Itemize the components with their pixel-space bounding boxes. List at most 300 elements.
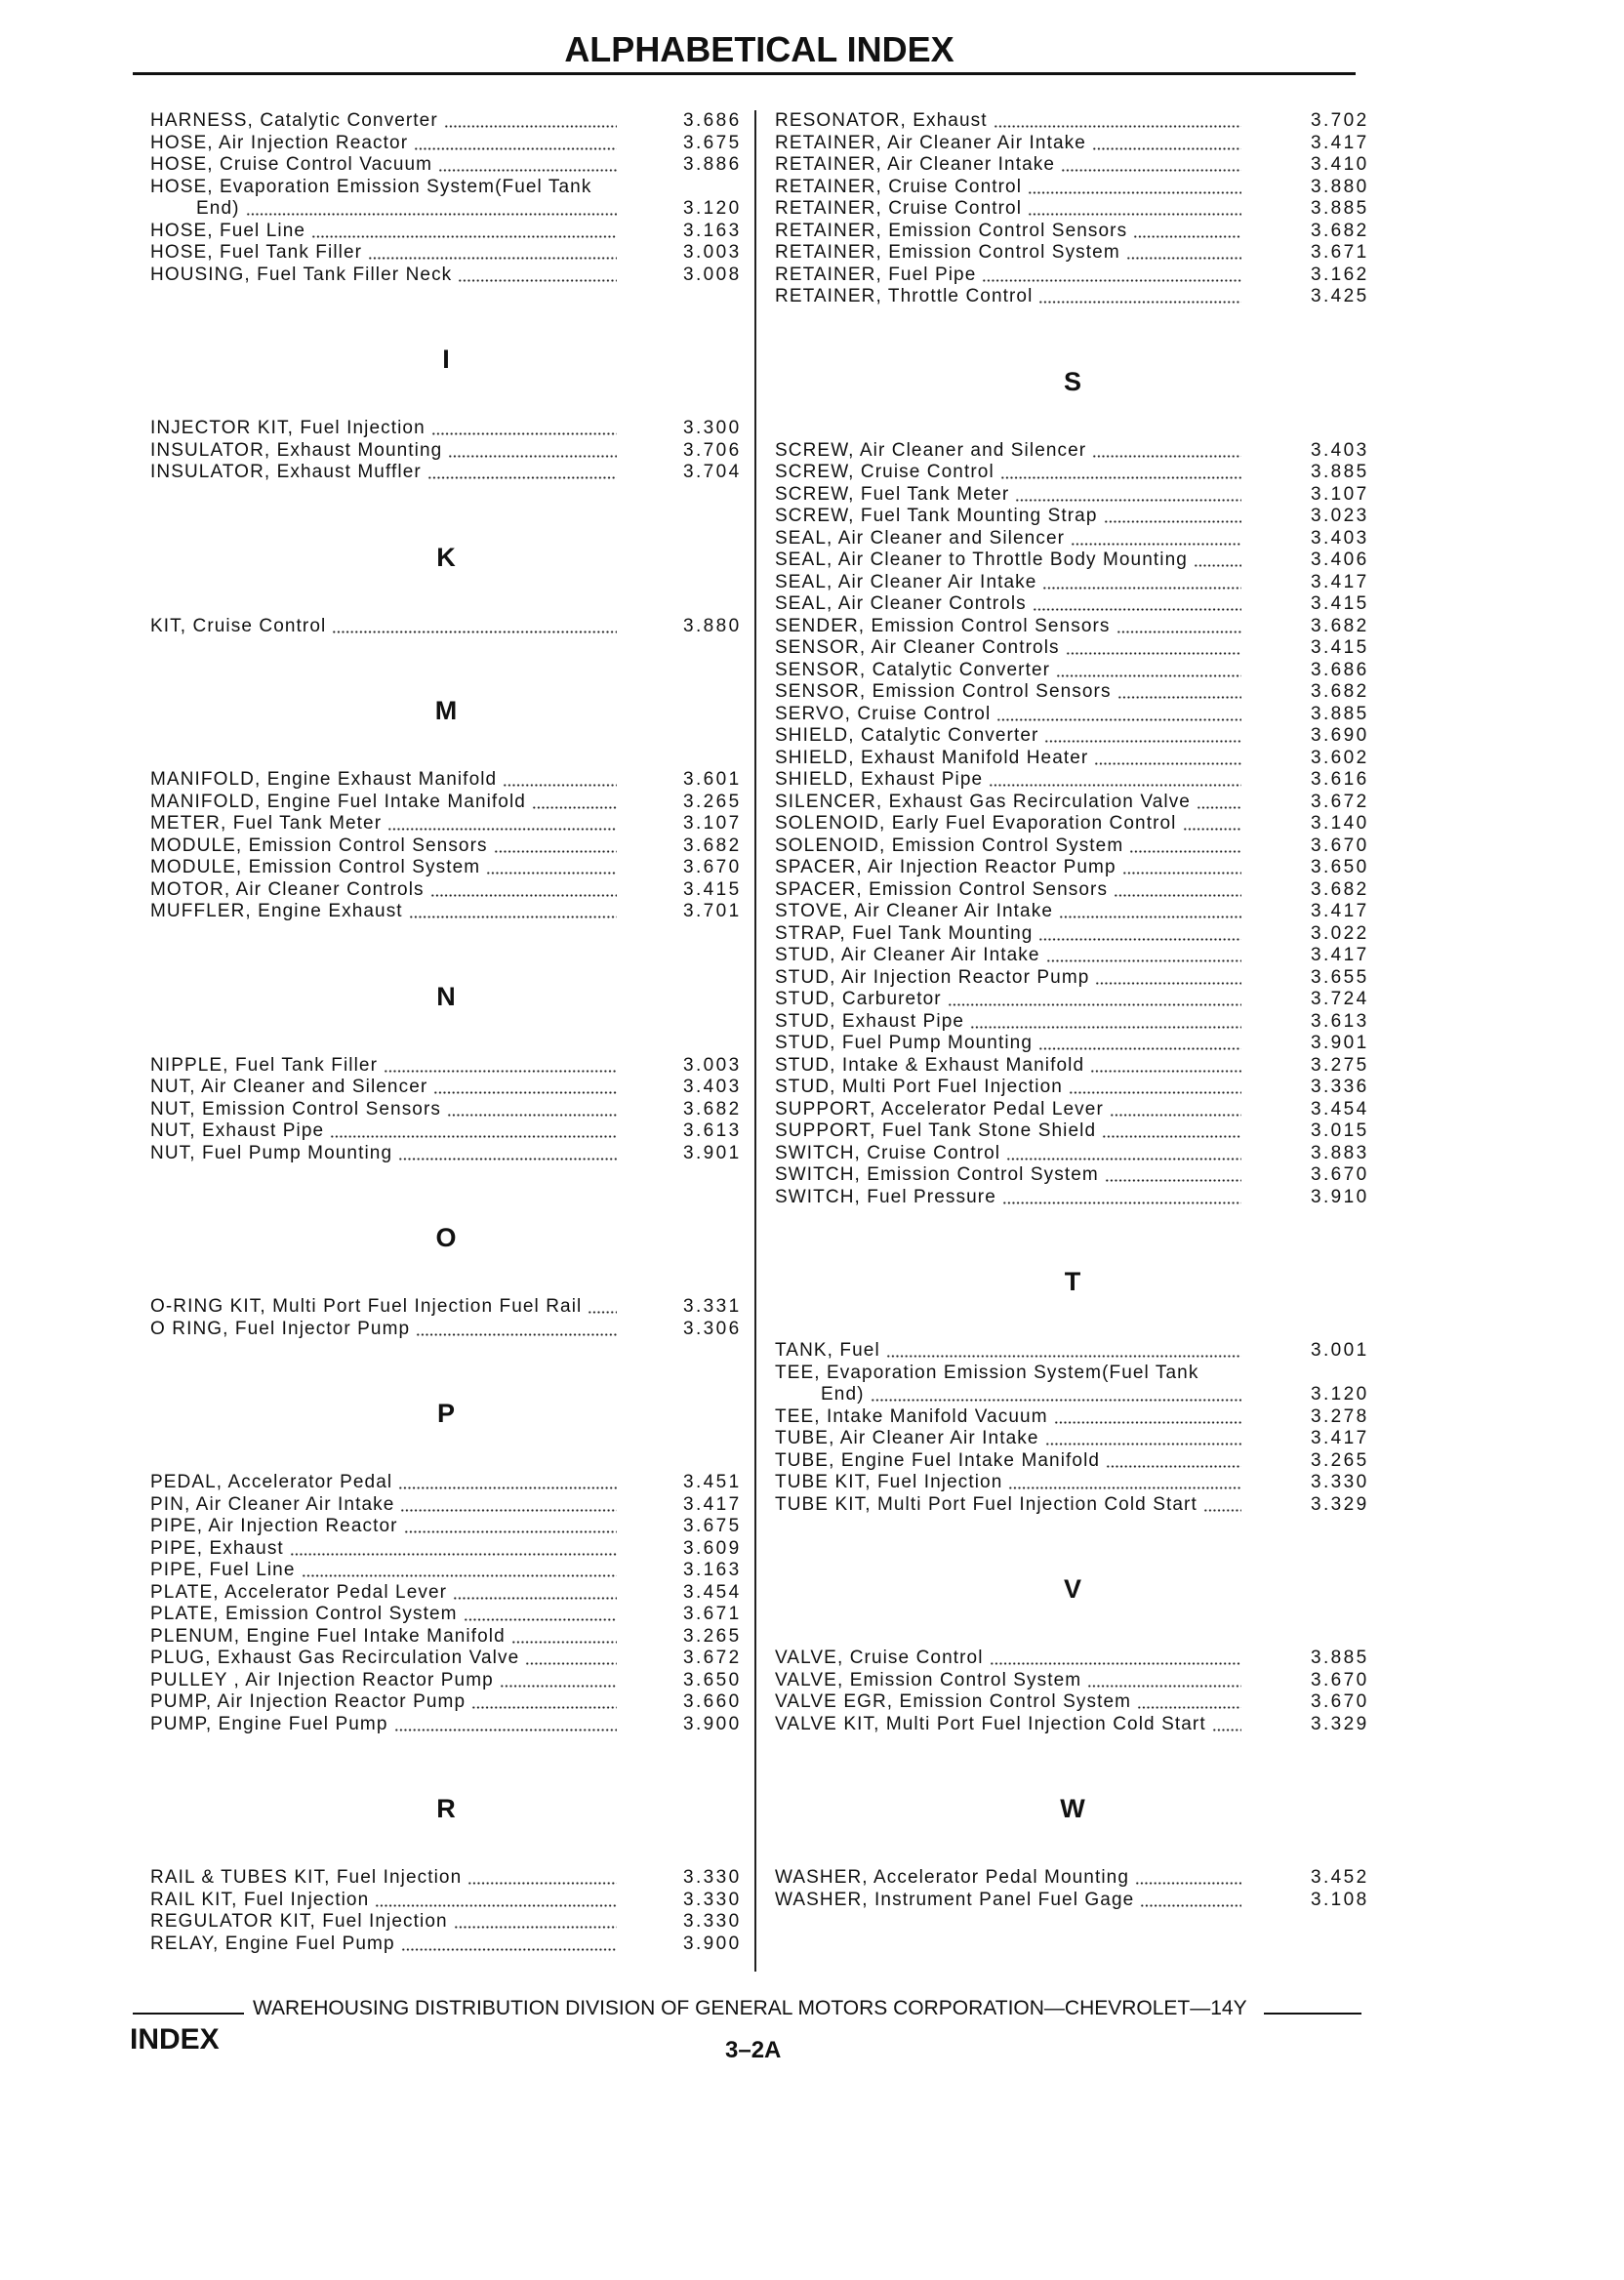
entry-item: PIPE, Air Injection Reactor	[150, 1516, 398, 1536]
index-entry	[150, 1934, 742, 1956]
dot-leader	[1117, 681, 1241, 704]
dot-leader	[1104, 506, 1242, 528]
dot-leader	[1129, 835, 1241, 858]
dot-leader	[1061, 154, 1241, 177]
entry-item: SPACER, Emission Control Sensors	[775, 878, 1109, 900]
entry-item: MOTOR, Air Cleaner Controls	[150, 878, 425, 900]
entry-item: SEAL, Air Cleaner and Silencer	[775, 527, 1066, 549]
dot-leader	[871, 1384, 1241, 1406]
entry-label-area	[775, 1494, 1241, 1517]
index-section	[775, 1516, 1370, 1735]
entry-item: PULLEY , Air Injection Reactor Pump	[150, 1669, 494, 1690]
dot-leader	[1087, 1670, 1241, 1692]
entry-label-area	[775, 1670, 1241, 1692]
index-entry	[775, 110, 1370, 133]
index-entry	[150, 133, 742, 155]
entry-item: PLUG, Exhaust Gas Recirculation Valve	[150, 1648, 520, 1668]
dot-leader	[1197, 792, 1241, 814]
entry-item: VALVE, Cruise Control	[775, 1648, 984, 1668]
entry-item: SUPPORT, Accelerator Pedal Lever	[775, 1098, 1104, 1120]
dot-leader	[471, 1691, 617, 1714]
index-entry	[775, 528, 1370, 550]
entry-page-ref: 3.415	[1311, 593, 1369, 614]
entry-page-ref: 3.671	[1311, 242, 1369, 263]
section-letter: T	[1064, 1267, 1081, 1296]
entry-page-ref: 3.454	[683, 1581, 742, 1603]
entry-label-area	[775, 133, 1241, 155]
entry-label-area	[775, 1099, 1241, 1121]
entry-item: METER, Fuel Tank Meter	[150, 813, 383, 834]
index-entry	[775, 681, 1370, 704]
entry-label-area	[150, 901, 617, 923]
entry-page-ref: 3.724	[1311, 989, 1369, 1009]
entry-label-area	[775, 1340, 1241, 1363]
index-entry	[150, 110, 742, 133]
entry-label-area	[775, 813, 1241, 835]
entry-label-area	[150, 1691, 617, 1714]
entry-label-area	[775, 242, 1241, 265]
dot-leader	[1044, 725, 1241, 748]
index-entry	[775, 901, 1370, 923]
entry-item: SWITCH, Fuel Pressure	[775, 1186, 996, 1207]
index-entry	[775, 1714, 1370, 1736]
dot-leader	[1006, 1143, 1241, 1165]
dot-leader	[1135, 1867, 1241, 1890]
entry-label-area	[775, 704, 1241, 726]
entry-label-area	[150, 1626, 617, 1649]
entry-label-area	[150, 154, 617, 177]
index-entry	[150, 1296, 742, 1319]
entry-page-ref: 3.613	[683, 1120, 742, 1141]
index-entry	[150, 1472, 742, 1494]
entry-item: TUBE KIT, Fuel Injection	[775, 1472, 1003, 1492]
entry-label-area	[150, 857, 617, 879]
entry-item: MANIFOLD, Engine Exhaust Manifold	[150, 769, 498, 790]
footer-rule-left	[133, 2013, 244, 2015]
entry-item: TUBE, Engine Fuel Intake Manifold	[775, 1449, 1101, 1471]
entry-page-ref: 3.660	[683, 1691, 742, 1712]
index-entry	[775, 154, 1370, 177]
index-section	[150, 484, 742, 638]
entry-label-area	[775, 857, 1241, 879]
entry-page-ref: 3.686	[1311, 659, 1369, 680]
index-entry	[775, 857, 1370, 879]
entry-item: PLENUM, Engine Fuel Intake Manifold	[150, 1625, 506, 1647]
entry-label-area	[775, 462, 1241, 484]
index-section	[150, 1340, 742, 1735]
entry-item: WASHER, Accelerator Pedal Mounting	[775, 1867, 1130, 1888]
entry-label-area	[150, 1472, 617, 1494]
entry-item: PUMP, Air Injection Reactor Pump	[150, 1691, 467, 1712]
entry-page-ref: 3.880	[683, 615, 742, 636]
index-entry	[150, 813, 742, 835]
dot-leader	[1137, 1691, 1241, 1714]
entry-page-ref: 3.682	[1311, 615, 1369, 636]
index-section	[775, 110, 1370, 308]
entry-page-ref: 3.686	[683, 110, 742, 131]
entry-page-ref: 3.330	[683, 1889, 742, 1910]
entry-item: SCREW, Fuel Tank Meter	[775, 483, 1010, 505]
entry-page-ref: 3.885	[1311, 462, 1369, 482]
entry-item: SCREW, Cruise Control	[775, 462, 995, 482]
entry-item: MODULE, Emission Control System	[150, 857, 481, 877]
entry-label-area	[775, 1077, 1241, 1099]
index-entry	[150, 901, 742, 923]
entry-page-ref: 3.163	[683, 1560, 742, 1580]
index-entry	[775, 484, 1370, 507]
dot-leader	[1071, 528, 1241, 550]
section-letter: V	[1063, 1574, 1081, 1604]
dot-leader	[511, 1626, 617, 1649]
entry-label-area	[150, 418, 617, 440]
index-section	[150, 110, 742, 286]
dot-leader	[996, 704, 1241, 726]
entry-item: O RING, Fuel Injector Pump	[150, 1318, 411, 1339]
index-entry	[150, 265, 742, 287]
entry-page-ref: 3.107	[1311, 483, 1369, 505]
dot-leader	[1203, 1494, 1241, 1517]
entry-label-area	[775, 572, 1241, 594]
entry-label-area	[775, 1691, 1241, 1714]
entry-label-area	[775, 1890, 1241, 1912]
entry-item: MODULE, Emission Control Sensors	[150, 835, 488, 856]
index-entry	[775, 265, 1370, 287]
entry-page-ref: 3.403	[1311, 439, 1369, 461]
entry-page-ref: 3.008	[683, 264, 742, 285]
section-letter: S	[1063, 366, 1081, 396]
entry-item: TUBE, Air Cleaner Air Intake	[775, 1428, 1039, 1448]
entry-page-ref: 3.670	[1311, 835, 1369, 856]
entry-page-ref: 3.454	[1311, 1098, 1369, 1120]
entry-item: INJECTOR KIT, Fuel Injection	[150, 418, 426, 438]
index-entry	[775, 177, 1370, 199]
index-entry	[775, 1494, 1370, 1517]
entry-label-area	[150, 1077, 617, 1099]
entry-label-area	[150, 110, 617, 133]
entry-label-area	[775, 440, 1241, 463]
entry-label-area	[150, 1296, 617, 1319]
entry-item: STUD, Carburetor	[775, 989, 942, 1009]
index-entry	[150, 1867, 742, 1890]
dot-leader	[1038, 286, 1241, 308]
entry-page-ref: 3.702	[1311, 110, 1369, 131]
dot-leader	[1094, 748, 1241, 770]
entry-label-area	[150, 1714, 617, 1736]
entry-label-area	[775, 792, 1241, 814]
index-entry	[150, 1890, 742, 1912]
index-section	[150, 1164, 742, 1340]
index-entry	[150, 1582, 742, 1605]
entry-page-ref: 3.682	[1311, 681, 1369, 702]
dot-leader	[448, 440, 617, 463]
index-entry	[775, 550, 1370, 572]
entry-page-ref: 3.108	[1311, 1889, 1369, 1910]
entry-label-area	[775, 725, 1241, 748]
dot-leader	[1015, 484, 1241, 507]
entry-item: INSULATOR, Exhaust Muffler	[150, 462, 422, 482]
dot-leader	[1028, 198, 1241, 221]
index-entry	[775, 133, 1370, 155]
entry-item: SUPPORT, Fuel Tank Stone Shield	[775, 1120, 1097, 1141]
entry-page-ref: 3.682	[683, 1098, 742, 1120]
index-entry	[775, 704, 1370, 726]
entry-item: PUMP, Engine Fuel Pump	[150, 1713, 388, 1734]
entry-page-ref: 3.330	[683, 1867, 742, 1888]
entry-item: RETAINER, Cruise Control	[775, 176, 1023, 197]
entry-page-ref: 3.701	[683, 901, 742, 921]
entry-page-ref: 3.329	[1311, 1713, 1369, 1734]
dot-leader	[1106, 1450, 1241, 1473]
entry-page-ref: 3.403	[683, 1077, 742, 1097]
entry-label-area	[775, 528, 1241, 550]
dot-leader	[453, 1582, 617, 1605]
entry-label-area	[150, 1319, 617, 1341]
entry-item: O-RING KIT, Multi Port Fuel Injection Fuel Rail	[150, 1296, 583, 1317]
dot-leader	[368, 242, 617, 265]
entry-item: RAIL KIT, Fuel Injection	[150, 1889, 370, 1910]
entry-page-ref: 3.682	[683, 835, 742, 856]
entry-label-area	[775, 484, 1241, 507]
index-entry	[775, 593, 1370, 616]
entry-page-ref: 3.023	[1311, 506, 1369, 526]
index-entry	[150, 1626, 742, 1649]
entry-label-area	[150, 1582, 617, 1605]
index-entry	[775, 967, 1370, 990]
dot-leader	[394, 1714, 617, 1736]
entry-item: SOLENOID, Emission Control System	[775, 835, 1124, 856]
entry-item: STUD, Multi Port Fuel Injection	[775, 1077, 1063, 1097]
index-entry	[775, 1011, 1370, 1034]
entry-item: HOSE, Evaporation Emission System(Fuel Tank	[150, 176, 592, 197]
index-section	[150, 1735, 742, 1955]
entry-label-area	[150, 1560, 617, 1582]
dot-leader	[438, 154, 617, 177]
index-entry	[775, 748, 1370, 770]
dot-leader	[1059, 901, 1241, 923]
index-entry	[150, 1538, 742, 1561]
entry-page-ref: 3.417	[1311, 132, 1369, 153]
entry-item: PEDAL, Accelerator Pedal	[150, 1472, 393, 1492]
dot-leader	[1000, 462, 1241, 484]
dot-leader	[1033, 593, 1241, 616]
index-entry	[775, 462, 1370, 484]
entry-item: RETAINER, Air Cleaner Air Intake	[775, 132, 1086, 153]
entry-label-area	[775, 593, 1241, 616]
entry-item: SHIELD, Exhaust Pipe	[775, 769, 984, 790]
entry-page-ref: 3.015	[1311, 1120, 1369, 1141]
entry-page-ref: 3.910	[1311, 1186, 1369, 1207]
index-section	[150, 637, 742, 923]
entry-label-area	[150, 462, 617, 484]
dot-leader	[1122, 857, 1241, 879]
index-entry	[775, 1099, 1370, 1121]
entry-label-area	[775, 1120, 1241, 1143]
entry-item: HARNESS, Catalytic Converter	[150, 110, 438, 131]
index-entry	[150, 1143, 742, 1165]
dot-leader	[433, 1077, 617, 1099]
index-entry	[775, 1055, 1370, 1078]
dot-leader	[400, 1494, 617, 1517]
index-column-left	[150, 110, 742, 1955]
entry-item: HOSE, Fuel Line	[150, 220, 306, 241]
entry-label-area	[775, 265, 1241, 287]
entry-label-area	[775, 945, 1241, 967]
dot-leader	[886, 1340, 1241, 1363]
index-entry	[775, 989, 1370, 1011]
entry-label-area	[775, 769, 1241, 792]
entry-page-ref: 3.425	[1311, 286, 1369, 306]
index-entry	[150, 462, 742, 484]
dot-leader	[332, 616, 617, 638]
entry-item: RETAINER, Throttle Control	[775, 286, 1034, 306]
entry-item: STRAP, Fuel Tank Mounting	[775, 922, 1034, 944]
entry-page-ref: 3.672	[1311, 791, 1369, 812]
entry-item: SWITCH, Cruise Control	[775, 1142, 1001, 1163]
index-entry	[775, 1143, 1370, 1165]
entry-label-area	[775, 198, 1241, 221]
dot-leader	[1102, 1120, 1241, 1143]
entry-item: STUD, Intake & Exhaust Manifold	[775, 1054, 1085, 1076]
dot-leader	[948, 989, 1241, 1011]
index-entry	[775, 242, 1370, 265]
entry-page-ref: 3.675	[683, 132, 742, 153]
entry-page-ref: 3.306	[683, 1318, 742, 1339]
index-entry	[775, 1670, 1370, 1692]
index-entry	[775, 813, 1370, 835]
entry-page-ref: 3.417	[1311, 945, 1369, 965]
entry-label-area	[775, 506, 1241, 528]
entry-label-area	[150, 1099, 617, 1121]
index-entry	[150, 242, 742, 265]
entry-page-ref: 3.330	[683, 1911, 742, 1932]
dot-leader	[503, 769, 617, 792]
entry-page-ref: 3.022	[1311, 922, 1369, 944]
dot-leader	[430, 879, 617, 902]
entry-page-ref: 3.107	[683, 813, 742, 834]
entry-item: RELAY, Engine Fuel Pump	[150, 1933, 395, 1954]
dot-leader	[416, 1319, 617, 1341]
dot-leader	[1008, 1472, 1241, 1494]
dot-leader	[1092, 133, 1241, 155]
index-entry	[775, 923, 1370, 946]
index-entry	[775, 1120, 1370, 1143]
entry-label-area	[150, 1538, 617, 1561]
entry-item: NIPPLE, Fuel Tank Filler	[150, 1054, 379, 1076]
entry-label-area	[775, 660, 1241, 682]
dot-leader	[1105, 1164, 1241, 1187]
index-entry	[775, 835, 1370, 858]
entry-item: SERVO, Cruise Control	[775, 703, 992, 724]
index-entry	[150, 1714, 742, 1736]
entry-page-ref: 3.417	[683, 1493, 742, 1515]
dot-leader	[1212, 1714, 1241, 1736]
entry-label-area	[775, 835, 1241, 858]
index-entry	[150, 1670, 742, 1692]
entry-label-area	[775, 1406, 1241, 1429]
dot-leader	[1042, 572, 1241, 594]
entry-item: TEE, Intake Manifold Vacuum	[775, 1405, 1048, 1427]
index-entry	[150, 1516, 742, 1538]
entry-page-ref: 3.336	[1311, 1077, 1369, 1097]
entry-page-ref: 3.406	[1311, 550, 1369, 570]
entry-label-area	[775, 1428, 1241, 1450]
entry-label-area	[150, 1934, 617, 1956]
entry-label-area	[150, 242, 617, 265]
dot-leader	[486, 857, 617, 879]
index-entry	[775, 1033, 1370, 1055]
index-entry	[150, 221, 742, 243]
dot-leader	[588, 1296, 617, 1319]
entry-item: SENSOR, Emission Control Sensors	[775, 681, 1112, 702]
entry-page-ref: 3.163	[683, 220, 742, 241]
dot-leader	[1069, 1077, 1241, 1099]
index-entry	[150, 1099, 742, 1121]
entry-page-ref: 3.901	[683, 1142, 742, 1163]
entry-item: HOSE, Cruise Control Vacuum	[150, 154, 433, 175]
entry-item: NUT, Emission Control Sensors	[150, 1098, 441, 1120]
index-entry	[150, 857, 742, 879]
entry-page-ref: 3.452	[1311, 1867, 1369, 1888]
entry-page-ref: 3.655	[1311, 966, 1369, 988]
dot-leader	[532, 792, 617, 814]
entry-label-area	[150, 1670, 617, 1692]
entry-page-ref: 3.417	[1311, 571, 1369, 592]
entry-page-ref: 3.415	[683, 878, 742, 900]
entry-item: RAIL & TUBES KIT, Fuel Injection	[150, 1867, 463, 1888]
entry-page-ref: 3.602	[1311, 747, 1369, 768]
entry-item: STOVE, Air Cleaner Air Intake	[775, 901, 1053, 921]
entry-item: TUBE KIT, Multi Port Fuel Injection Cold Start	[775, 1493, 1198, 1515]
entry-label-area	[775, 177, 1241, 199]
entry-page-ref: 3.403	[1311, 527, 1369, 549]
dot-leader	[1066, 637, 1241, 660]
dot-leader	[1038, 923, 1241, 946]
entry-label-area	[150, 1911, 617, 1934]
entry-item: HOSE, Fuel Tank Filler	[150, 242, 363, 263]
entry-label-area	[150, 1143, 617, 1165]
entry-page-ref: 3.670	[683, 857, 742, 877]
entry-label-area	[150, 813, 617, 835]
dot-leader	[290, 1538, 617, 1561]
index-section	[775, 308, 1370, 1209]
dot-leader	[246, 198, 617, 221]
entry-page-ref: 3.331	[683, 1296, 742, 1317]
entry-page-ref: 3.120	[683, 198, 742, 219]
entry-item: End)	[196, 198, 240, 219]
entry-label-area	[775, 681, 1241, 704]
entry-label-area	[775, 748, 1241, 770]
dot-leader	[444, 110, 617, 133]
index-entry	[775, 1428, 1370, 1450]
index-entry	[775, 616, 1370, 638]
dot-leader	[1056, 660, 1241, 682]
title-rule	[133, 72, 1356, 75]
entry-item: MANIFOLD, Engine Fuel Intake Manifold	[150, 791, 526, 812]
entry-item: SOLENOID, Early Fuel Evaporation Control	[775, 813, 1177, 834]
entry-page-ref: 3.670	[1311, 1164, 1369, 1185]
entry-label-area	[775, 550, 1241, 572]
dot-leader	[302, 1560, 617, 1582]
index-entry	[775, 1077, 1370, 1099]
entry-item: STUD, Air Injection Reactor Pump	[775, 966, 1090, 988]
section-letter: P	[436, 1399, 455, 1428]
index-entry	[775, 572, 1370, 594]
entry-page-ref: 3.120	[1311, 1384, 1369, 1405]
entry-label-area	[150, 265, 617, 287]
entry-item: STUD, Fuel Pump Mounting	[775, 1033, 1033, 1053]
entry-item: SHIELD, Catalytic Converter	[775, 725, 1039, 746]
entry-label-area	[775, 901, 1241, 923]
